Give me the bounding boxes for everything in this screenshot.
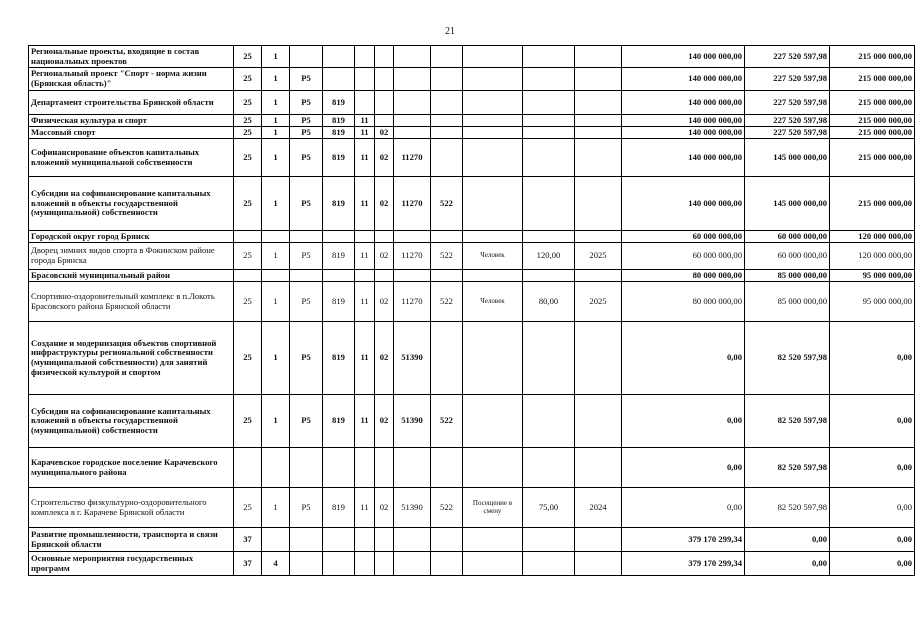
amount-year1-cell: 140 000 000,00 [622, 127, 745, 139]
code-expense-type-cell [431, 46, 463, 68]
code-project-cell [290, 552, 323, 576]
code-expense-type-cell [431, 68, 463, 91]
code-direction-cell: 11270 [394, 282, 431, 322]
code-grbs-cell: 819 [323, 488, 355, 528]
amount-year3-cell: 215 000 000,00 [830, 46, 915, 68]
table-row [29, 395, 915, 448]
quantity-cell [523, 448, 575, 488]
code-subsection-cell [375, 46, 394, 68]
code-subsection-cell [375, 528, 394, 552]
quantity-cell: 120,00 [523, 243, 575, 270]
row-name-cell: Софинансирование объектов капитальных вложений муниципальной собственности [29, 139, 234, 177]
amount-year1-cell: 0,00 [622, 488, 745, 528]
row-name-cell: Региональные проекты, входящие в состав национальных проектов [29, 46, 234, 68]
code-subsection-cell [375, 552, 394, 576]
amount-year1-cell: 140 000 000,00 [622, 68, 745, 91]
row-name-cell: Основные мероприятия государственных программ [29, 552, 234, 576]
amount-year2-cell: 85 000 000,00 [745, 282, 830, 322]
year-cell [575, 395, 622, 448]
code-section-cell [355, 528, 375, 552]
code-gp-cell [234, 231, 262, 243]
code-grbs-cell: 819 [323, 177, 355, 231]
quantity-cell [523, 46, 575, 68]
code-direction-cell [394, 91, 431, 115]
code-subsection-cell [375, 68, 394, 91]
code-direction-cell [394, 68, 431, 91]
year-cell: 2025 [575, 243, 622, 270]
amount-year2-cell: 227 520 597,98 [745, 46, 830, 68]
year-cell [575, 270, 622, 282]
amount-year1-cell: 80 000 000,00 [622, 282, 745, 322]
amount-year1-cell: 0,00 [622, 448, 745, 488]
code-gp-cell: 25 [234, 395, 262, 448]
code-project-cell: P5 [290, 177, 323, 231]
code-pgp-cell: 1 [262, 127, 290, 139]
row-name-cell: Дворец зимних видов спорта в Фокинском районе города Брянска [29, 243, 234, 270]
amount-year1-cell: 80 000 000,00 [622, 270, 745, 282]
code-expense-type-cell [431, 91, 463, 115]
code-pgp-cell: 4 [262, 552, 290, 576]
code-gp-cell: 25 [234, 139, 262, 177]
code-project-cell: P5 [290, 395, 323, 448]
amount-year3-cell: 215 000 000,00 [830, 91, 915, 115]
code-project-cell [290, 448, 323, 488]
code-project-cell: P5 [290, 115, 323, 127]
amount-year1-cell: 379 170 299,34 [622, 528, 745, 552]
table-row [29, 270, 915, 282]
quantity-cell [523, 552, 575, 576]
amount-year3-cell: 0,00 [830, 448, 915, 488]
code-pgp-cell [262, 448, 290, 488]
code-direction-cell: 51390 [394, 395, 431, 448]
code-project-cell: P5 [290, 282, 323, 322]
unit-cell: Посещение в смену [463, 488, 523, 528]
quantity-cell [523, 177, 575, 231]
code-gp-cell: 37 [234, 552, 262, 576]
code-expense-type-cell: 522 [431, 282, 463, 322]
code-section-cell: 11 [355, 282, 375, 322]
table-row [29, 448, 915, 488]
code-project-cell: P5 [290, 488, 323, 528]
row-name-cell: Городской округ город Брянск [29, 231, 234, 243]
unit-cell [463, 552, 523, 576]
year-cell [575, 46, 622, 68]
code-grbs-cell [323, 270, 355, 282]
code-pgp-cell: 1 [262, 91, 290, 115]
quantity-cell: 80,00 [523, 282, 575, 322]
code-section-cell [355, 46, 375, 68]
code-section-cell [355, 448, 375, 488]
unit-cell [463, 322, 523, 395]
unit-cell [463, 46, 523, 68]
row-name-cell: Развитие промышленности, транспорта и связи Брянской области [29, 528, 234, 552]
code-project-cell [290, 528, 323, 552]
code-pgp-cell: 1 [262, 243, 290, 270]
page-number: 21 [445, 26, 455, 37]
code-direction-cell: 11270 [394, 243, 431, 270]
year-cell [575, 448, 622, 488]
year-cell [575, 127, 622, 139]
table-row [29, 139, 915, 177]
row-name-cell: Создание и модернизация объектов спортивной инфраструктуры региональной собственности (муниципальной собственности) для занятий физической культурой и спортом [29, 322, 234, 395]
code-subsection-cell [375, 115, 394, 127]
code-subsection-cell: 02 [375, 243, 394, 270]
amount-year3-cell: 215 000 000,00 [830, 115, 915, 127]
year-cell [575, 528, 622, 552]
code-pgp-cell: 1 [262, 322, 290, 395]
amount-year2-cell: 227 520 597,98 [745, 115, 830, 127]
code-pgp-cell: 1 [262, 46, 290, 68]
table-row [29, 91, 915, 115]
amount-year3-cell: 95 000 000,00 [830, 270, 915, 282]
year-cell [575, 552, 622, 576]
year-cell [575, 68, 622, 91]
code-project-cell [290, 46, 323, 68]
code-gp-cell: 25 [234, 68, 262, 91]
amount-year3-cell: 120 000 000,00 [830, 231, 915, 243]
code-pgp-cell: 1 [262, 139, 290, 177]
code-grbs-cell: 819 [323, 91, 355, 115]
amount-year3-cell: 95 000 000,00 [830, 282, 915, 322]
amount-year2-cell: 227 520 597,98 [745, 127, 830, 139]
amount-year3-cell: 215 000 000,00 [830, 68, 915, 91]
code-expense-type-cell [431, 270, 463, 282]
amount-year2-cell: 0,00 [745, 552, 830, 576]
amount-year1-cell: 0,00 [622, 395, 745, 448]
amount-year1-cell: 379 170 299,34 [622, 552, 745, 576]
code-subsection-cell [375, 448, 394, 488]
row-name-cell: Субсидии на софинансирование капитальных вложений в объекты государственной (муниципальной) собственности [29, 177, 234, 231]
code-section-cell [355, 231, 375, 243]
code-gp-cell: 37 [234, 528, 262, 552]
unit-cell [463, 115, 523, 127]
code-expense-type-cell [431, 528, 463, 552]
code-direction-cell [394, 270, 431, 282]
code-grbs-cell: 819 [323, 139, 355, 177]
code-section-cell: 11 [355, 395, 375, 448]
unit-cell [463, 139, 523, 177]
code-project-cell: P5 [290, 68, 323, 91]
code-expense-type-cell [431, 139, 463, 177]
code-project-cell: P5 [290, 127, 323, 139]
amount-year3-cell: 120 000 000,00 [830, 243, 915, 270]
code-project-cell: P5 [290, 322, 323, 395]
amount-year3-cell: 0,00 [830, 488, 915, 528]
code-expense-type-cell [431, 115, 463, 127]
code-grbs-cell: 819 [323, 127, 355, 139]
amount-year3-cell: 0,00 [830, 395, 915, 448]
code-expense-type-cell: 522 [431, 395, 463, 448]
amount-year1-cell: 60 000 000,00 [622, 243, 745, 270]
code-gp-cell: 25 [234, 91, 262, 115]
amount-year2-cell: 227 520 597,98 [745, 68, 830, 91]
row-name-cell: Департамент строительства Брянской области [29, 91, 234, 115]
code-pgp-cell: 1 [262, 68, 290, 91]
table-row [29, 243, 915, 270]
code-subsection-cell: 02 [375, 488, 394, 528]
code-gp-cell: 25 [234, 127, 262, 139]
row-name-cell: Массовый спорт [29, 127, 234, 139]
code-subsection-cell: 02 [375, 127, 394, 139]
table-row [29, 177, 915, 231]
code-section-cell: 11 [355, 127, 375, 139]
code-direction-cell [394, 552, 431, 576]
code-section-cell [355, 270, 375, 282]
year-cell [575, 322, 622, 395]
code-expense-type-cell [431, 127, 463, 139]
year-cell [575, 91, 622, 115]
code-subsection-cell: 02 [375, 139, 394, 177]
amount-year2-cell: 82 520 597,98 [745, 448, 830, 488]
amount-year2-cell: 145 000 000,00 [745, 139, 830, 177]
code-expense-type-cell: 522 [431, 177, 463, 231]
year-cell: 2024 [575, 488, 622, 528]
year-cell [575, 177, 622, 231]
code-direction-cell [394, 448, 431, 488]
amount-year3-cell: 0,00 [830, 552, 915, 576]
amount-year2-cell: 82 520 597,98 [745, 488, 830, 528]
row-name-cell: Спортивно-оздоровительный комплекс в п.Локоть Брасовского района Брянской области [29, 282, 234, 322]
unit-cell [463, 231, 523, 243]
table-row [29, 322, 915, 395]
amount-year1-cell: 140 000 000,00 [622, 46, 745, 68]
amount-year3-cell: 0,00 [830, 322, 915, 395]
amount-year2-cell: 82 520 597,98 [745, 395, 830, 448]
unit-cell [463, 68, 523, 91]
quantity-cell [523, 91, 575, 115]
code-direction-cell: 11270 [394, 139, 431, 177]
code-direction-cell: 11270 [394, 177, 431, 231]
code-grbs-cell [323, 68, 355, 91]
amount-year2-cell: 60 000 000,00 [745, 231, 830, 243]
code-grbs-cell: 819 [323, 115, 355, 127]
code-gp-cell: 25 [234, 243, 262, 270]
code-grbs-cell: 819 [323, 395, 355, 448]
table-row [29, 488, 915, 528]
code-gp-cell [234, 270, 262, 282]
code-expense-type-cell [431, 552, 463, 576]
table-row [29, 231, 915, 243]
row-name-cell: Субсидии на софинансирование капитальных вложений в объекты государственной (муниципальной) собственности [29, 395, 234, 448]
code-expense-type-cell [431, 231, 463, 243]
code-section-cell: 11 [355, 488, 375, 528]
code-grbs-cell: 819 [323, 322, 355, 395]
code-section-cell: 11 [355, 177, 375, 231]
code-pgp-cell: 1 [262, 115, 290, 127]
code-expense-type-cell [431, 448, 463, 488]
code-section-cell: 11 [355, 322, 375, 395]
code-grbs-cell: 819 [323, 282, 355, 322]
code-pgp-cell [262, 528, 290, 552]
year-cell: 2025 [575, 282, 622, 322]
quantity-cell [523, 395, 575, 448]
unit-cell [463, 448, 523, 488]
code-pgp-cell: 1 [262, 177, 290, 231]
code-pgp-cell: 1 [262, 395, 290, 448]
unit-cell [463, 528, 523, 552]
unit-cell [463, 270, 523, 282]
code-direction-cell [394, 231, 431, 243]
table-row [29, 127, 915, 139]
year-cell [575, 139, 622, 177]
code-gp-cell [234, 448, 262, 488]
amount-year3-cell: 215 000 000,00 [830, 127, 915, 139]
unit-cell: Человек [463, 243, 523, 270]
code-gp-cell: 25 [234, 322, 262, 395]
code-pgp-cell: 1 [262, 282, 290, 322]
row-name-cell: Карачевское городское поселение Карачевского муниципального района [29, 448, 234, 488]
row-name-cell: Брасовский муниципальный район [29, 270, 234, 282]
quantity-cell [523, 231, 575, 243]
amount-year3-cell: 215 000 000,00 [830, 139, 915, 177]
code-pgp-cell: 1 [262, 488, 290, 528]
code-direction-cell: 51390 [394, 488, 431, 528]
code-grbs-cell [323, 552, 355, 576]
table-row [29, 528, 915, 552]
code-section-cell [355, 552, 375, 576]
table-row [29, 115, 915, 127]
code-grbs-cell [323, 46, 355, 68]
code-subsection-cell [375, 91, 394, 115]
quantity-cell [523, 270, 575, 282]
code-direction-cell [394, 127, 431, 139]
code-direction-cell [394, 46, 431, 68]
code-project-cell: P5 [290, 91, 323, 115]
amount-year2-cell: 82 520 597,98 [745, 322, 830, 395]
quantity-cell [523, 139, 575, 177]
amount-year3-cell: 0,00 [830, 528, 915, 552]
unit-cell [463, 91, 523, 115]
unit-cell [463, 127, 523, 139]
unit-cell [463, 177, 523, 231]
quantity-cell: 75,00 [523, 488, 575, 528]
code-expense-type-cell: 522 [431, 243, 463, 270]
quantity-cell [523, 528, 575, 552]
amount-year2-cell: 60 000 000,00 [745, 243, 830, 270]
amount-year2-cell: 0,00 [745, 528, 830, 552]
quantity-cell [523, 115, 575, 127]
table-row [29, 282, 915, 322]
code-grbs-cell [323, 231, 355, 243]
code-section-cell: 11 [355, 139, 375, 177]
amount-year2-cell: 145 000 000,00 [745, 177, 830, 231]
code-expense-type-cell: 522 [431, 488, 463, 528]
row-name-cell: Региональный проект "Спорт - норма жизни (Брянская область)" [29, 68, 234, 91]
amount-year2-cell: 85 000 000,00 [745, 270, 830, 282]
amount-year1-cell: 140 000 000,00 [622, 115, 745, 127]
code-gp-cell: 25 [234, 177, 262, 231]
code-project-cell [290, 270, 323, 282]
code-gp-cell: 25 [234, 115, 262, 127]
budget-table [28, 45, 915, 576]
code-gp-cell: 25 [234, 488, 262, 528]
amount-year3-cell: 215 000 000,00 [830, 177, 915, 231]
table-row [29, 552, 915, 576]
code-section-cell: 11 [355, 243, 375, 270]
code-section-cell [355, 68, 375, 91]
code-subsection-cell [375, 270, 394, 282]
amount-year1-cell: 140 000 000,00 [622, 177, 745, 231]
code-grbs-cell [323, 448, 355, 488]
code-section-cell: 11 [355, 115, 375, 127]
code-gp-cell: 25 [234, 46, 262, 68]
code-direction-cell [394, 115, 431, 127]
amount-year1-cell: 60 000 000,00 [622, 231, 745, 243]
code-grbs-cell [323, 528, 355, 552]
code-direction-cell [394, 528, 431, 552]
code-subsection-cell [375, 231, 394, 243]
code-grbs-cell: 819 [323, 243, 355, 270]
quantity-cell [523, 127, 575, 139]
code-project-cell: P5 [290, 243, 323, 270]
row-name-cell: Физическая культура и спорт [29, 115, 234, 127]
amount-year1-cell: 0,00 [622, 322, 745, 395]
code-gp-cell: 25 [234, 282, 262, 322]
amount-year1-cell: 140 000 000,00 [622, 91, 745, 115]
quantity-cell [523, 68, 575, 91]
table-row [29, 68, 915, 91]
table-row [29, 46, 915, 68]
code-direction-cell: 51390 [394, 322, 431, 395]
quantity-cell [523, 322, 575, 395]
row-name-cell: Строительство физкультурно-оздоровительного комплекса в г. Карачеве Брянской области [29, 488, 234, 528]
code-subsection-cell: 02 [375, 322, 394, 395]
table-body [29, 46, 915, 576]
unit-cell: Человек [463, 282, 523, 322]
amount-year2-cell: 227 520 597,98 [745, 91, 830, 115]
code-project-cell: P5 [290, 139, 323, 177]
code-expense-type-cell [431, 322, 463, 395]
code-subsection-cell: 02 [375, 177, 394, 231]
code-subsection-cell: 02 [375, 395, 394, 448]
code-subsection-cell: 02 [375, 282, 394, 322]
year-cell [575, 115, 622, 127]
code-pgp-cell [262, 270, 290, 282]
code-pgp-cell [262, 231, 290, 243]
code-project-cell [290, 231, 323, 243]
year-cell [575, 231, 622, 243]
amount-year1-cell: 140 000 000,00 [622, 139, 745, 177]
code-section-cell [355, 91, 375, 115]
unit-cell [463, 395, 523, 448]
